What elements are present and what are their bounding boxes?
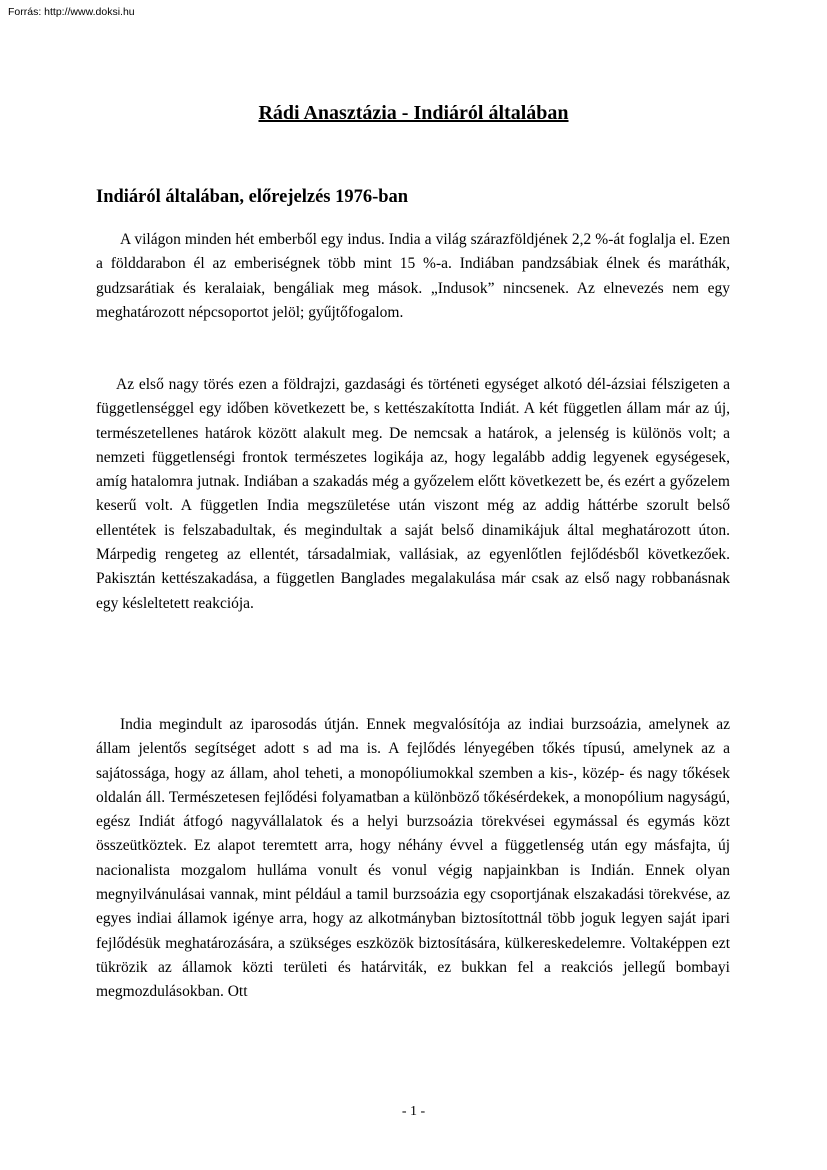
paragraph: A világon minden hét emberből egy indus. India a világ szárazföldjének 2,2 %-át foglalja el. Ezen a földdarabon él az emberiségnek több mint 15 %-a. Indiában pandzsábiak élnek és maráthák, gudzsarátiak és keralaiak, bengáliak meg mások. „Indusok” nincsenek. Az elnevezés nem egy meghatározott népcsoportot jelöl; gyűjtőfogalom. [96,231,730,321]
source-url: Forrás: http://www.doksi.hu [8,6,135,18]
page-number: - 1 - [401,1104,426,1119]
section-heading: Indiáról általában, előrejelzés 1976-ban [96,187,409,207]
document-title: Rádi Anasztázia - Indiáról általában [258,102,569,124]
paragraph: Az első nagy törés ezen a földrajzi, gazdasági és történeti egységet alkotó dél-ázsiai félszigeten a függetlenséggel egy időben következett be, s kettészakította Indiát. A két független állam már az új, természetellenes határok között alakult meg. De nemcsak a határok, a jelenség is különös volt; a nemzeti függetlenségi frontok természetes logikája az, hogy legalább addig legyenek egységesek, amíg hatalomra jutnak. Indiában a szakadás még a győzelem előtt következett be, és ezért a győzelem keserű volt. A független India megszületése után viszont még az addig háttérbe szorult belső ellentétek is felszabadultak, és megindultak a saját belső dinamikájuk által meghatározott úton. Márpedig rengeteg az ellentét, társadalmiak, vallásiak, az egyenlőtlen fejlődésből következőek. Pakisztán kettészakadása, a független Banglades megalakulása már csak az első nagy robbanásnak egy késleltetett reakciója. [96,376,730,612]
paragraph: India megindult az iparosodás útján. Ennek megvalósítója az indiai burzsoázia, amelynek az állam jelentős segítséget adott s ad ma is. A fejlődés lényegében tőkés típusú, amelynek az a sajátossága, hogy az állam, ahol teheti, a monopóliumokkal szemben a kis-, közép- és nagy tőkések oldalán áll. Természetesen fejlődési folyamatban a különböző tőkésérdekek, a monopólium nagyságú, egész Indiát átfogó nagyvállalatok és a helyi burzsoázia törekvései egymással és egymás közt összeütköztek. Ez alapot teremtett arra, hogy néhány évvel a függetlenség után egy másfajta, új nacionalista mozgalom hulláma vonult és vonul végig napjainkban is Indián. Ennek olyan megnyilvánulásai vannak, mint például a tamil burzsoázia egy csoportjának elszakadási törekvése, az egyes indiai államok igénye arra, hogy az alkotmányban biztosítottnál több joguk legyen saját ipari fejlődésük meghatározására, a szükséges eszközök biztosítására, külkereskedelemre. Voltaképpen ezt tükrözik az államok közti területi és határviták, ez bukkan fel a reakciós jellegű bombayi megmozdulásokban. Ott [96,716,730,1001]
